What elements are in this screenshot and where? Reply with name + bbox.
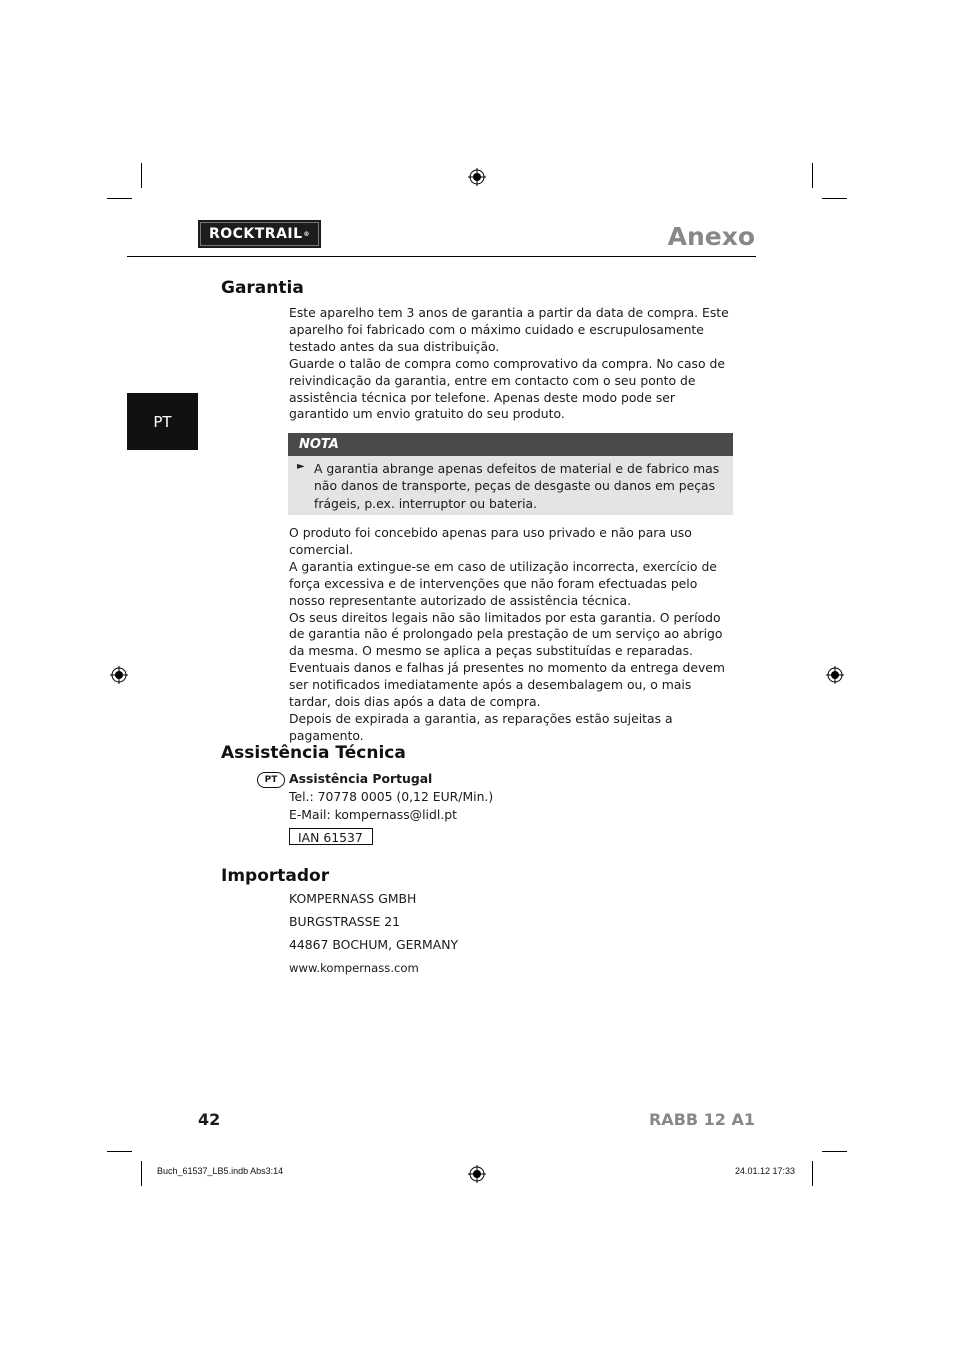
crop-mark: [107, 198, 132, 199]
garantia-body: [289, 525, 737, 745]
crop-mark: [812, 163, 813, 188]
print-slug-file: Buch_61537_LB5.indb Abs3:14: [157, 1166, 284, 1176]
paragraph: A garantia extingue-se em caso de utilização incorrecta, exercício de força excessiva e de intervenções que não foram efectuadas pelo nosso representante autorizado de assistência técnica.: [289, 558, 717, 608]
service-phone: Tel.: 70778 0005 (0,12 EUR/Min.): [289, 789, 494, 804]
crop-mark: [107, 1151, 132, 1152]
service-name: Assistência Portugal: [289, 771, 433, 786]
brand-name: ROCKTRAIL: [208, 226, 303, 242]
importer-website[interactable]: www.kompernass.com: [289, 961, 419, 975]
note-header: [288, 433, 733, 456]
heading-assistencia: Assistência Técnica: [221, 743, 406, 763]
importer-line: KOMPERNASS GMBH: [289, 891, 417, 906]
language-tab: PT: [127, 393, 198, 450]
paragraph: Guarde o talão de compra como comprovativo da compra. No caso de reivindicação da garantia, entre em contacto com o seu ponto de assistência técnica por telefone. Apenas deste modo pode ser garantido um envio gratuito do seu produto.: [289, 355, 725, 422]
paragraph: Eventuais danos e falhas já presentes no momento da entrega devem ser notificados imediatamente após a desembalagem ou, o mais tardar, dois dias após a data de compra.: [289, 660, 725, 710]
service-email: E-Mail: kompernass@lidl.pt: [289, 807, 457, 822]
importer-line: 44867 BOCHUM, GERMANY: [289, 937, 459, 952]
bullet-arrow-icon: ►: [297, 461, 305, 472]
registration-mark-icon: [826, 666, 844, 684]
note-text: A garantia abrange apenas defeitos de material e de fabrico mas não danos de transporte, peças de desgaste ou danos em peças frágeis, p.ex. interruptor ou bateria.: [314, 461, 720, 511]
page-number: 42: [198, 1110, 221, 1129]
registration-mark-icon: [468, 1165, 486, 1183]
model-number: RABB 12 A1: [648, 1110, 755, 1129]
registration-mark-icon: [468, 168, 486, 186]
heading-garantia: Garantia: [221, 278, 304, 298]
header-rule: [127, 256, 756, 257]
note-label: NOTA: [299, 437, 339, 452]
print-slug-date: 24.01.12 17:33: [735, 1166, 796, 1176]
crop-mark: [822, 1151, 847, 1152]
paragraph: O produto foi concebido apenas para uso privado e não para uso comercial.: [289, 525, 692, 557]
page-section-title: Anexo: [667, 222, 755, 251]
crop-mark: [141, 163, 142, 188]
crop-mark: [812, 1161, 813, 1186]
country-badge: PT: [257, 772, 285, 788]
brand-mark: ®: [303, 230, 311, 238]
ian-box: IAN 61537: [289, 828, 373, 845]
brand-logo: [198, 220, 321, 248]
paragraph: Depois de expirada a garantia, as reparações estão sujeitas a pagamento.: [289, 710, 673, 743]
registration-mark-icon: [110, 666, 128, 684]
paragraph: Os seus direitos legais não são limitados por esta garantia. O período de garantia não é prolongado pela prestação de um serviço ao abrigo da mesma. O mesmo se aplica a peças substituídas e reparadas.: [289, 609, 723, 659]
importer-line: BURGSTRASSE 21: [289, 914, 401, 929]
heading-importador: Importador: [221, 866, 330, 886]
crop-mark: [141, 1161, 142, 1186]
crop-mark: [822, 198, 847, 199]
paragraph: Este aparelho tem 3 anos de garantia a partir da data de compra. Este aparelho foi fabricado com o máximo cuidado e escrupulosamente testado antes da sua distribuição.: [289, 305, 729, 354]
garantia-intro: [289, 305, 737, 423]
